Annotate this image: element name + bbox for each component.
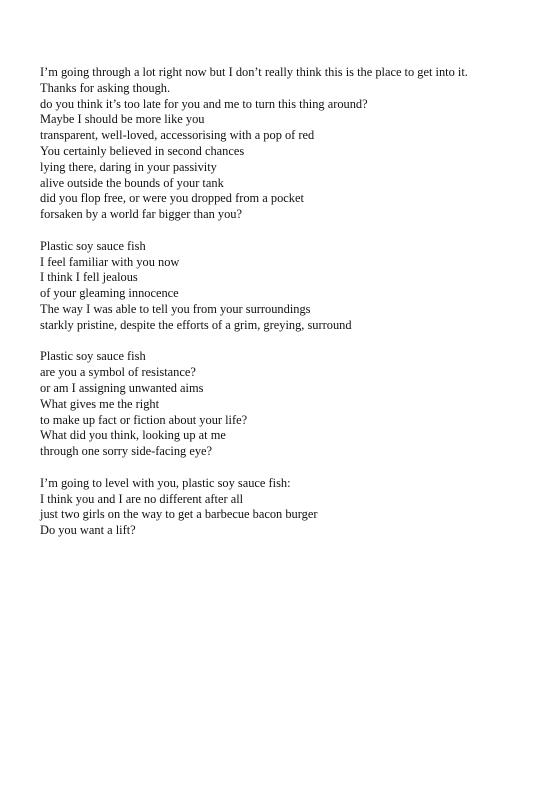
poem-line: Maybe I should be more like you <box>40 112 205 127</box>
poem-line: do you think it’s too late for you and me to turn this thing around? <box>40 96 368 111</box>
poem-line: or am I assigning unwanted aims <box>40 380 204 395</box>
stanza-3 <box>40 349 535 460</box>
poem-line: starkly pristine, despite the efforts of a grim, greying, surround <box>40 317 352 332</box>
stanza-4 <box>40 476 535 539</box>
poem-line: just two girls on the way to get a barbecue bacon burger <box>40 507 318 522</box>
poem-line: lying there, daring in your passivity <box>40 159 217 174</box>
poem-line: to make up fact or fiction about your life? <box>40 412 248 427</box>
poem-line: I’m going through a lot right now but I don’t really think this is the place to get into it. <box>40 65 468 79</box>
poem-line: I feel familiar with you now <box>40 254 180 269</box>
poem-text <box>40 65 535 555</box>
poem-line: The way I was able to tell you from your surroundings <box>40 301 311 316</box>
stanza-2 <box>40 239 535 334</box>
poem-line: I’m going to level with you, plastic soy sauce fish: <box>40 475 291 490</box>
poem-line: What did you think, looking up at me <box>40 428 226 443</box>
poem-line: transparent, well-loved, accessorising with a pop of red <box>40 128 315 143</box>
poem-line: I think you and I are no different after all <box>40 491 244 506</box>
stanza-1 <box>40 65 535 223</box>
poem-line: I think I fell jealous <box>40 270 138 285</box>
poem-line: alive outside the bounds of your tank <box>40 175 224 190</box>
poem-line: Do you want a lift? <box>40 523 136 538</box>
poem-line: of your gleaming innocence <box>40 286 179 301</box>
poem-line: forsaken by a world far bigger than you? <box>40 207 242 222</box>
poem-line: are you a symbol of resistance? <box>40 365 196 380</box>
poem-line: You certainly believed in second chances <box>40 143 245 158</box>
poem-line: Plastic soy sauce fish <box>40 238 146 253</box>
poem-line: Thanks for asking though. <box>40 80 171 95</box>
poem-line: Plastic soy sauce fish <box>40 349 146 364</box>
poem-line: did you flop free, or were you dropped from a pocket <box>40 191 304 206</box>
poem-line: through one sorry side-facing eye? <box>40 444 213 459</box>
poem-line: What gives me the right <box>40 396 160 411</box>
